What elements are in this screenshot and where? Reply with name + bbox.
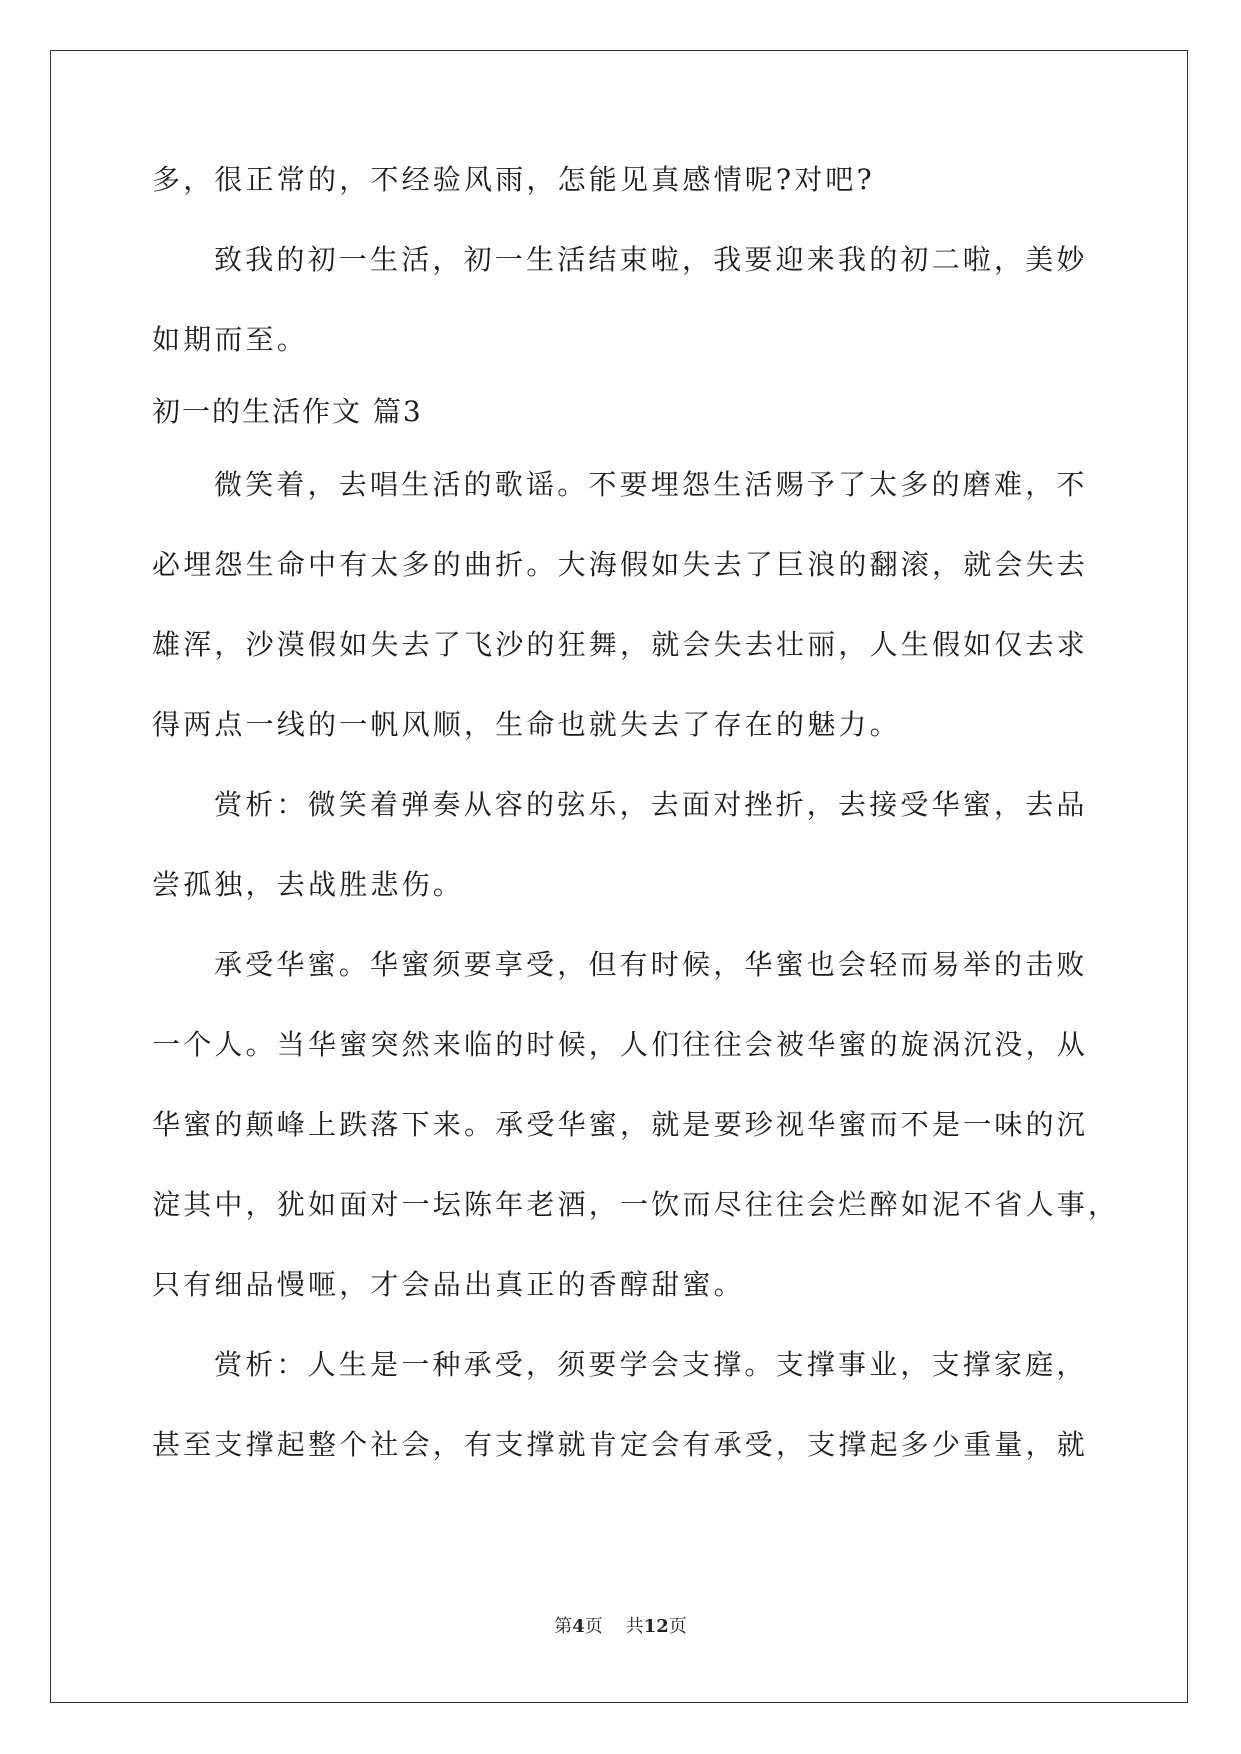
- paragraph-line: 赏析：人生是一种承受，须要学会支撑。支撑事业，支撑家庭，: [214, 1348, 1088, 1381]
- paragraph-line: 只有细品慢咂，才会品出真正的香醇甜蜜。: [152, 1268, 745, 1301]
- total-prefix: 共: [625, 1616, 644, 1637]
- paragraph-line: 必埋怨生命中有太多的曲折。大海假如失去了巨浪的翻滚，就会失去: [152, 548, 1089, 581]
- paragraph-line: 雄浑，沙漠假如失去了飞沙的狂舞，就会失去壮丽，人生假如仅去求: [152, 628, 1089, 661]
- paragraph-line: 得两点一线的一帆风顺，生命也就失去了存在的魅力。: [152, 708, 901, 741]
- paragraph-line: 淀其中，犹如面对一坛陈年老酒，一饮而尽往往会烂醉如泥不省人事，: [152, 1188, 1120, 1221]
- paragraph-line: 如期而至。: [152, 323, 309, 356]
- page-suffix: 页: [584, 1616, 603, 1637]
- paragraph-line: 一个人。当华蜜突然来临的时候，人们往往会被华蜜的旋涡沉没，从: [152, 1028, 1089, 1061]
- total-pages: 12: [643, 1616, 669, 1637]
- paragraph-line: 甚至支撑起整个社会，有支撑就肯定会有承受，支撑起多少重量，就: [152, 1428, 1089, 1461]
- total-suffix: 页: [668, 1616, 687, 1637]
- page-footer: [0, 1612, 1241, 1638]
- paragraph-line: 华蜜的颠峰上跌落下来。承受华蜜，就是要珍视华蜜而不是一味的沉: [152, 1108, 1089, 1141]
- page-number: 4: [572, 1616, 585, 1637]
- paragraph-line: 尝孤独，去战胜悲伤。: [152, 868, 465, 901]
- paragraph-line: 微笑着，去唱生活的歌谣。不要埋怨生活赐予了太多的磨难，不: [214, 468, 1088, 501]
- paragraph-line: 承受华蜜。华蜜须要享受，但有时候，华蜜也会轻而易举的击败: [214, 948, 1088, 981]
- paragraph-line: 多，很正常的，不经验风雨，怎能见真感情呢?对吧?: [152, 163, 875, 196]
- page-prefix: 第: [554, 1616, 573, 1637]
- paragraph-line: 致我的初一生活，初一生活结束啦，我要迎来我的初二啦，美妙: [214, 243, 1088, 276]
- paragraph-line: 赏析：微笑着弹奏从容的弦乐，去面对挫折，去接受华蜜，去品: [214, 788, 1088, 821]
- section-heading: 初一的生活作文 篇3: [152, 395, 423, 428]
